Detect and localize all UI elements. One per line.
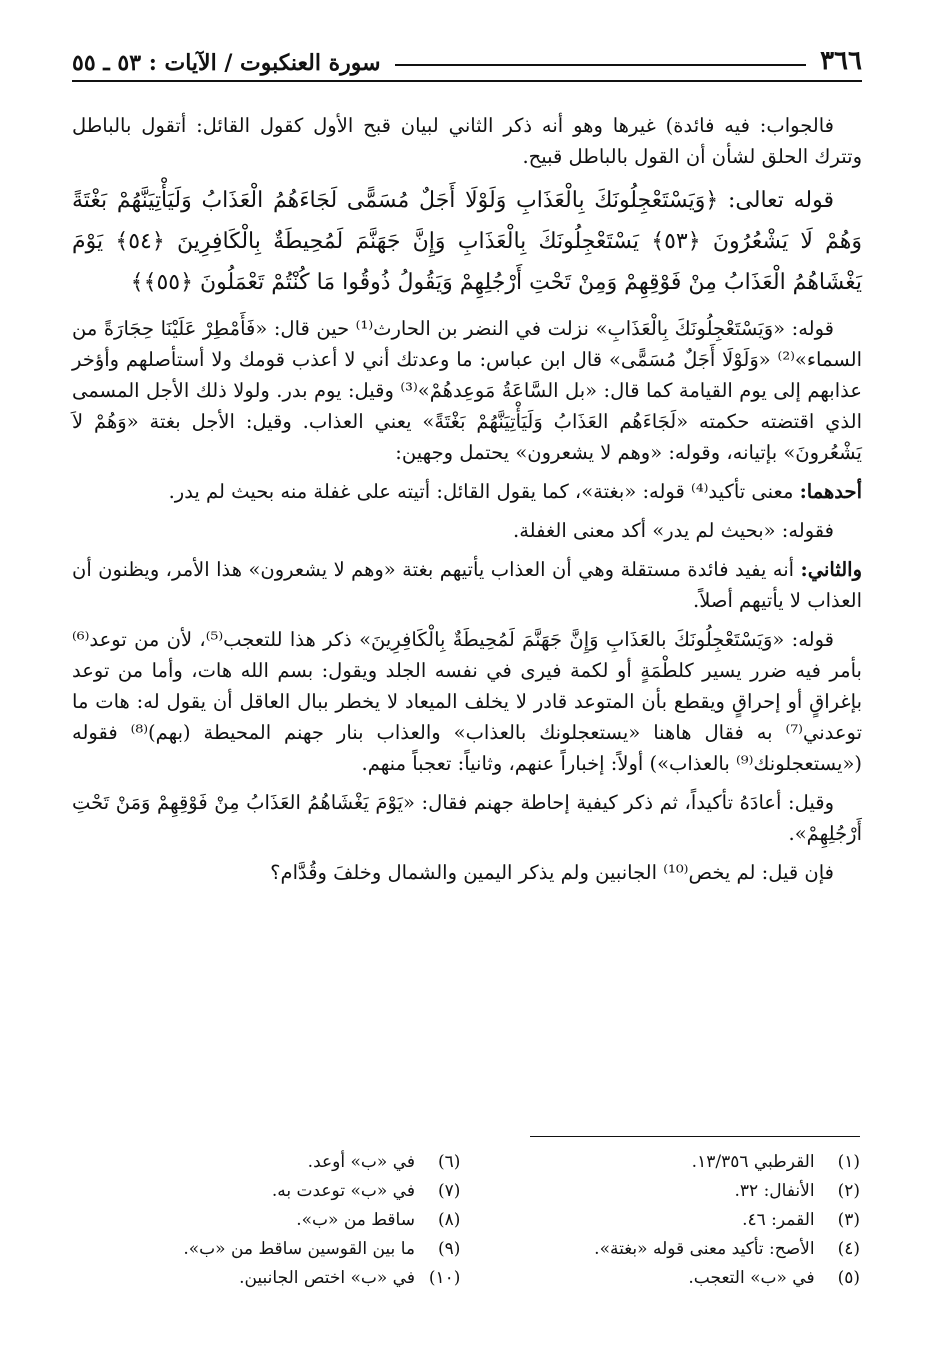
paragraph-text: قوله: «وَيَسْتَعْجِلُونَكَ بِالْعَذَابِ» نزلت في النضر بن الحارث⁽¹⁾ حين قال: «فَأَمْطِرْ عَلَيْنَا حِجَارَةً من السماء»⁽²⁾ «وَلَوْلَا أَجَلٌ مُسَمًّى» قال ابن عباس: ما وعدتك أني لا أعذب قومك ولا أستأصلهم وأؤخر عذابهم إلى يوم القيامة كما قال: «بل السَّاعَةُ مَوعِدهُمْ»⁽³⁾ وقيل: يوم بدر. ولولا ذلك الأجل المسمى الذي اقتضته حكمته «لَجَاءَهُم العَذَابُ وَلَيَأْتِيَنَّهُمْ بَغْتَةً» يعني العذاب. وقيل: الأجل بغتة «وَهُمْ لاَ يَشْعُرونَ» بإتيانه، وقوله: «وهم لا يشعرون» يحتمل وجهين: — [72, 317, 862, 464]
paragraph — [72, 554, 862, 616]
footnote — [120, 1177, 460, 1206]
footnote-number: (١٠) — [428, 1268, 461, 1288]
footnote-text: الأصح: تأكيد معنى قوله «بغتة». — [594, 1239, 815, 1259]
paragraph — [72, 857, 862, 888]
footnote — [520, 1206, 860, 1235]
footnote-number: (٦) — [437, 1152, 461, 1172]
footnote-text: ما بين القوسين ساقط من «ب». — [183, 1239, 415, 1259]
paragraph-text: معنى تأكيد⁽⁴⁾ قوله: «بغتة»، كما يقول القائل: أتيته على غفلة منه بحيث لم يدر. — [168, 480, 794, 503]
footnote-number: (٤) — [837, 1239, 860, 1259]
header-rule — [395, 64, 807, 66]
quran-verse — [72, 180, 862, 303]
footnote-text: في «ب» اختص الجانبين. — [239, 1268, 415, 1288]
footnotes-right-column — [520, 1148, 860, 1293]
verse-text: قوله تعالى: ﴿وَيَسْتَعْجِلُونَكَ بِالْعَذَابِ وَلَوْلَا أَجَلٌ مُسَمًّى لَجَاءَهُمُ الْعَذَابُ وَلَيَأْتِيَنَّهُمْ بَغْتَةً وَهُمْ لَا يَشْعُرُونَ ﴿٥٣﴾ يَسْتَعْجِلُونَكَ بِالْعَذَابِ وَإِنَّ جَهَنَّمَ لَمُحِيطَةٌ بِالْكَافِرِينَ ﴿٥٤﴾ يَوْمَ يَغْشَاهُمُ الْعَذَابُ مِنْ فَوْقِهِمْ وَمِنْ تَحْتِ أَرْجُلِهِمْ وَيَقُولُ ذُوقُوا مَا كُنْتُمْ تَعْمَلُونَ ﴿٥٥﴾﴾ — [72, 188, 862, 295]
paragraph-text: فالجواب: فيه فائدة) غيرها وهو أنه ذكر الثاني لبيان قبح الأول كقول القائل: أتقول بالباطل وتترك الحلق لشأن أن القول بالباطل قبيح. — [72, 114, 862, 168]
page-number: ٣٦٦ — [820, 46, 862, 76]
footnote-separator — [530, 1136, 860, 1137]
footnote — [120, 1206, 460, 1235]
footnote — [520, 1177, 860, 1206]
footnote-text: الأنفال: ٣٢. — [734, 1181, 815, 1201]
footnotes — [120, 1148, 860, 1293]
main-text — [72, 110, 862, 896]
footnote — [520, 1235, 860, 1264]
footnote — [520, 1264, 860, 1293]
footnote-text: في «ب» أوعد. — [307, 1152, 415, 1172]
footnote-text: في «ب» توعدت به. — [271, 1181, 415, 1201]
paragraph — [72, 476, 862, 507]
paragraph-text: وقيل: أعادَهُ تأكيداً، ثم ذكر كيفية إحاطة جهنم فقال: «يَوْمَ يَغْشَاهُمُ العَذَابُ مِنْ فَوْقِهِمْ وَمَنْ تَحْتِ أَرْجُلِهِمْ». — [72, 791, 862, 845]
footnote-number: (٧) — [437, 1181, 461, 1201]
footnote-text: ساقط من «ب». — [296, 1210, 415, 1230]
footnote — [120, 1264, 460, 1293]
paragraph — [72, 313, 862, 468]
footnote-number: (٥) — [837, 1268, 860, 1288]
paragraph-text: فقوله: «بحيث لم يدر» أكد معنى الغفلة. — [513, 519, 834, 542]
running-title: سورة العنكبوت / الآيات : ٥٣ ـ ٥٥ — [72, 50, 381, 76]
paragraph-text: فإن قيل: لم يخص⁽¹⁰⁾ الجانبين ولم يذكر اليمين والشمال وخلفَ وقُدَّام؟ — [270, 861, 834, 884]
paragraph-lead: والثاني: — [800, 558, 862, 581]
footnote-number: (٣) — [837, 1210, 860, 1230]
footnote — [120, 1235, 460, 1264]
footnote-text: في «ب» التعجب. — [688, 1268, 815, 1288]
footnote — [520, 1148, 860, 1177]
footnotes-left-column — [120, 1148, 460, 1293]
paragraph — [72, 110, 862, 172]
paragraph-lead: أحدهما: — [799, 480, 862, 503]
paragraph-text: أنه يفيد فائدة مستقلة وهي أن العذاب يأتيهم بغتة «وهم لا يشعرون» هذا الأمر، ويظنون أن العذاب لا يأتيهم أصلاً. — [72, 558, 862, 612]
footnote-number: (٨) — [437, 1210, 461, 1230]
footnote-text: القرطبي ١٣/٣٥٦. — [691, 1152, 815, 1172]
footnote-number: (٢) — [837, 1181, 860, 1201]
paragraph — [72, 624, 862, 779]
paragraph-text: قوله: «وَيَسْتَعْجِلُونَكَ بالعَذَابِ وَإِنَّ جَهَنَّمَ لَمُحِيطَةٌ بِالْكَافِرِينَ» ذكر هذا للتعجب⁽⁵⁾، لأن من توعد⁽⁶⁾ بأمر فيه ضرر يسير كلطْمَةٍ أو لكمة فيرى في نفسه الجلد ويقول: بسم الله هات، وأما من توعد بإغراقٍ أو إحراقٍ ويقطع بأن المتوعد قادر لا يخلف الميعاد لا يخطر ببال العاقل أن يقول له: هات ما توعدني⁽⁷⁾ به فقال هاهنا «يستعجلونك بالعذاب» والعذاب بنار جهنم المحيطة (بهم)⁽⁸⁾ فقوله («يستعجلونك⁽⁹⁾ بالعذاب») أولاً: إخباراً عنهم، وثانياً: تعجباً منهم. — [72, 628, 862, 775]
footnote-number: (١) — [837, 1152, 860, 1172]
footnote — [120, 1148, 460, 1177]
page-header — [72, 34, 862, 82]
paragraph — [72, 787, 862, 849]
paragraph — [72, 515, 862, 546]
footnote-text: القمر: ٤٦. — [742, 1210, 815, 1230]
footnote-number: (٩) — [437, 1239, 461, 1259]
